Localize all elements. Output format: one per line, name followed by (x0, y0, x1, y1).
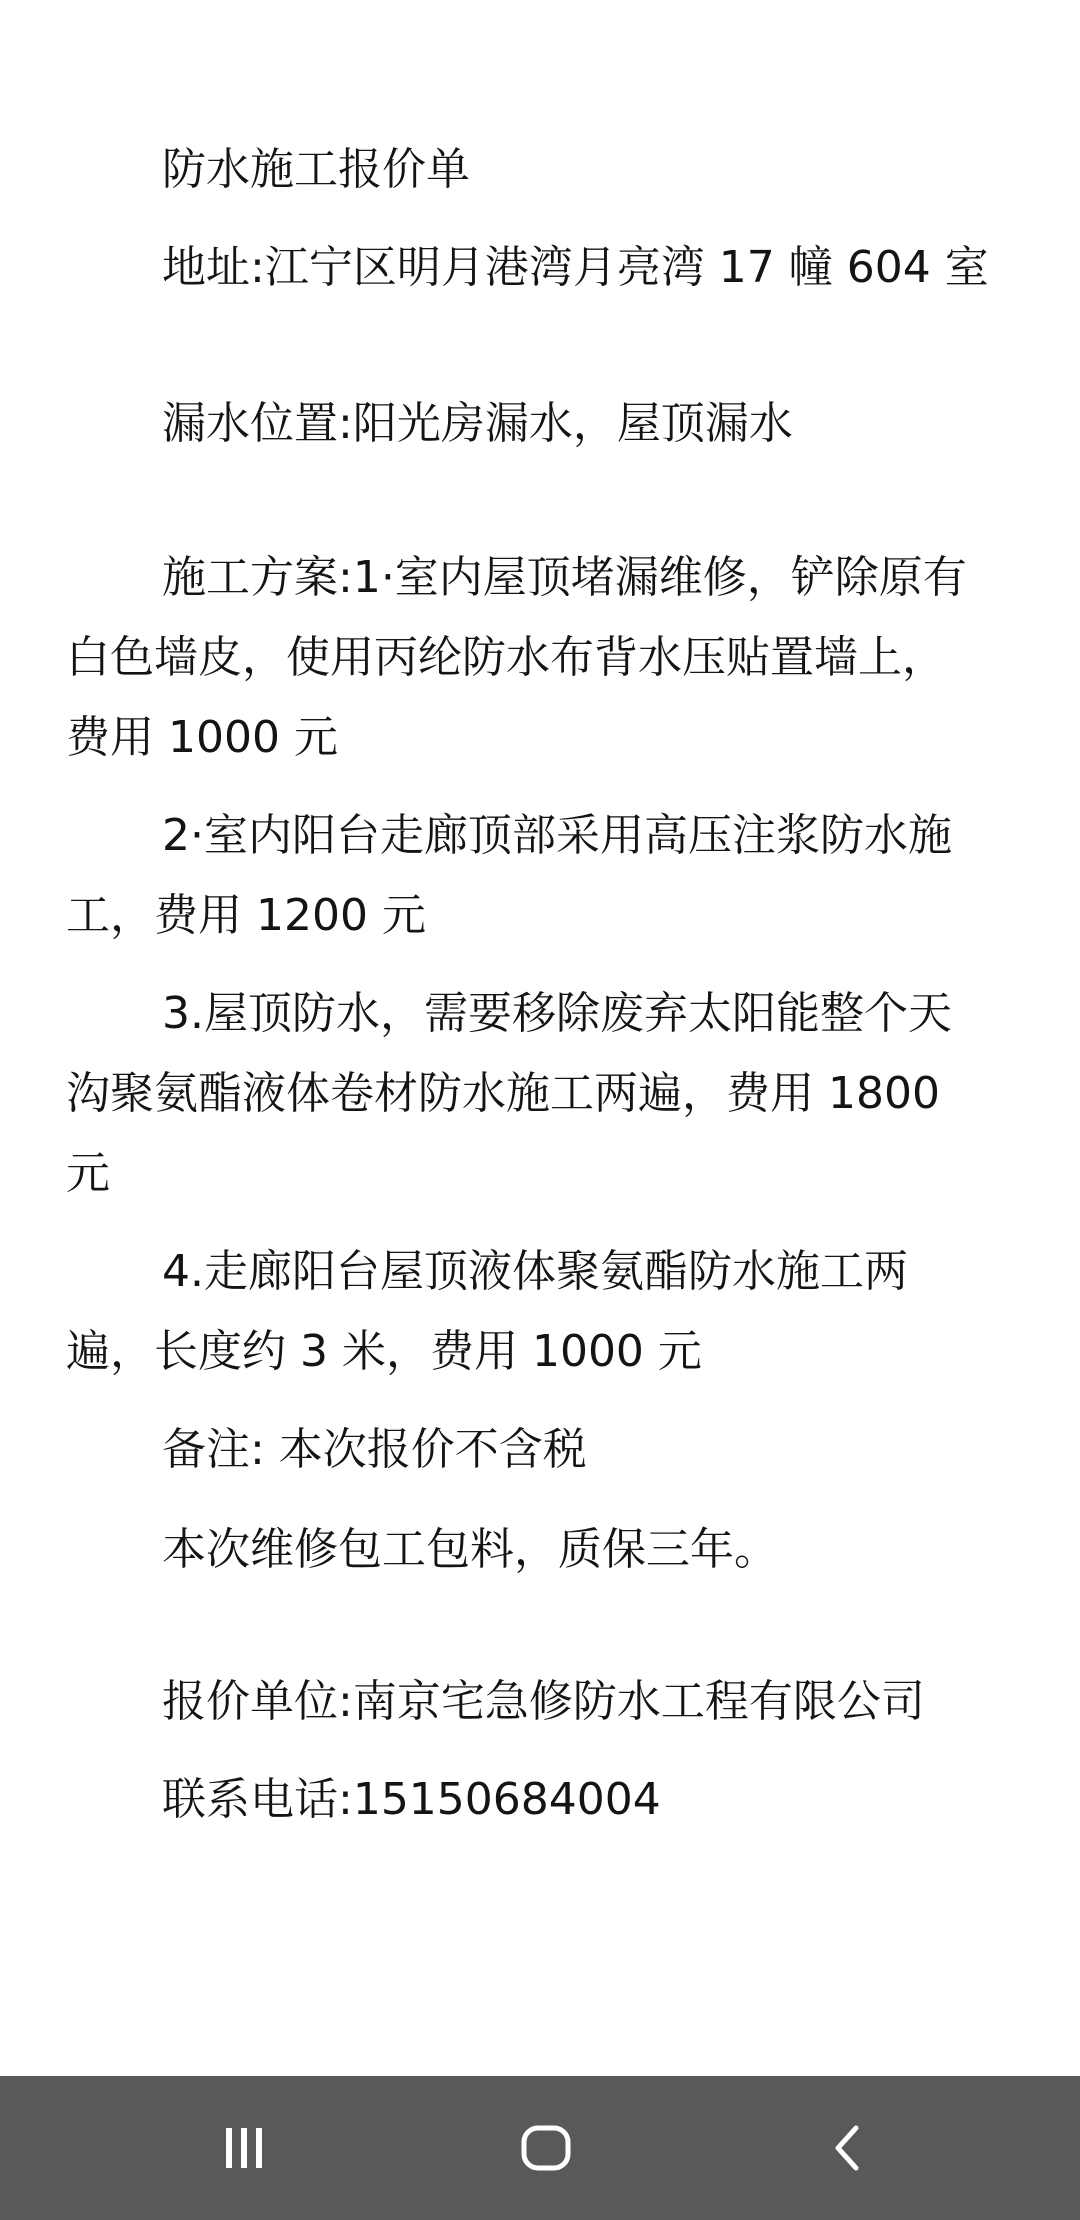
plan-item3-line1: 3.屋顶防水，需要移除废弃太阳能整个天 (162, 988, 952, 1039)
remark-line: 备注: 本次报价不含税 (162, 1424, 587, 1475)
recents-button[interactable] (184, 2098, 304, 2198)
back-icon (818, 2118, 878, 2178)
document-title: 防水施工报价单 (162, 144, 470, 195)
recents-icon (214, 2118, 274, 2178)
plan-item1-line1: 施工方案:1·室内屋顶堵漏维修，铲除原有 (162, 552, 967, 603)
navigation-bar (0, 2076, 1080, 2220)
phone-line: 联系电话:15150684004 (162, 1774, 661, 1825)
plan-item3-line3: 元 (66, 1148, 110, 1199)
plan-item1-line3: 费用 1000 元 (66, 712, 338, 763)
plan-item2-line1: 2·室内阳台走廊顶部采用高压注浆防水施 (162, 810, 952, 861)
plan-item3-line2: 沟聚氨酯液体卷材防水施工两遍，费用 1800 (66, 1068, 940, 1119)
leak-location-line: 漏水位置:阳光房漏水，屋顶漏水 (162, 398, 793, 449)
back-button[interactable] (788, 2098, 908, 2198)
home-icon (516, 2118, 576, 2178)
warranty-line: 本次维修包工包料，质保三年。 (162, 1524, 778, 1575)
home-button[interactable] (486, 2098, 606, 2198)
address-line: 地址:江宁区明月港湾月亮湾 17 幢 604 室 (162, 242, 989, 293)
plan-item1-line2: 白色墙皮，使用丙纶防水布背水压贴置墙上， (66, 632, 946, 683)
plan-item4-line1: 4.走廊阳台屋顶液体聚氨酯防水施工两 (162, 1246, 908, 1297)
company-line: 报价单位:南京宅急修防水工程有限公司 (162, 1676, 925, 1727)
plan-item2-line2: 工，费用 1200 元 (66, 890, 426, 941)
plan-item4-line2: 遍，长度约 3 米，费用 1000 元 (66, 1326, 702, 1377)
